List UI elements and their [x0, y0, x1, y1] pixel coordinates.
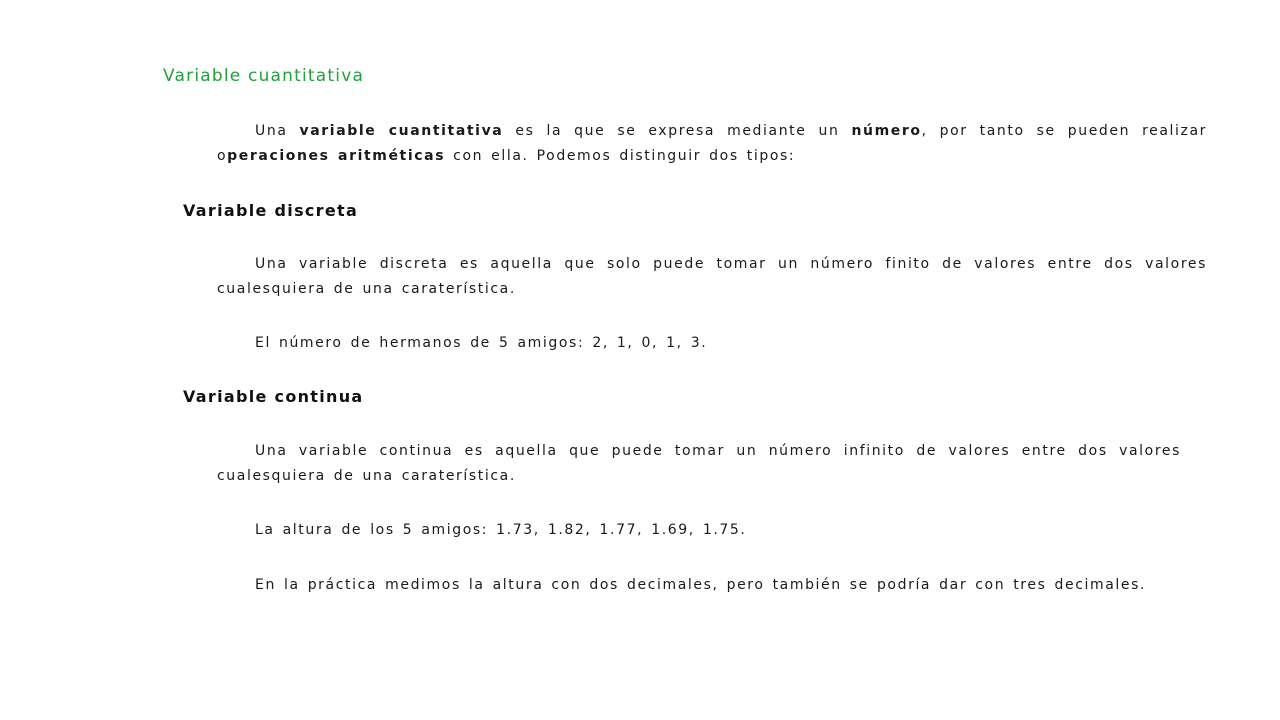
discreta-heading: Variable discreta [183, 201, 359, 220]
continua-heading: Variable continua [183, 387, 364, 406]
continua-definition: Una variable continua es aquella que puede tomar un número infinito de valores entre dos valores cualesquiera de una caraterística. [217, 443, 1181, 484]
intro-text-1: Una [255, 123, 300, 139]
page-title: Variable cuantitativa [163, 66, 365, 86]
intro-bold-variable-cuantitativa: variable cuantitativa [299, 123, 504, 139]
intro-paragraph [217, 119, 1207, 169]
intro-text-2: es la que se expresa mediante un [503, 123, 852, 139]
intro-text-4: con ella. Podemos distinguir dos tipos: [445, 148, 796, 164]
discreta-example: El número de hermanos de 5 amigos: 2, 1, 0, 1, 3. [255, 335, 708, 351]
intro-text-3: , por tanto se pueden realizar o [217, 123, 1207, 164]
discreta-definition: Una variable discreta es aquella que solo puede tomar un número finito de valores entre dos valores cualesquiera de una caraterística. [217, 256, 1207, 297]
continua-note: En la práctica medimos la altura con dos decimales, pero también se podría dar con tres decimales. [255, 577, 1147, 593]
intro-bold-operaciones: peraciones aritméticas [227, 148, 446, 164]
continua-example: La altura de los 5 amigos: 1.73, 1.82, 1.77, 1.69, 1.75. [255, 522, 747, 538]
intro-bold-numero: número [851, 123, 922, 139]
